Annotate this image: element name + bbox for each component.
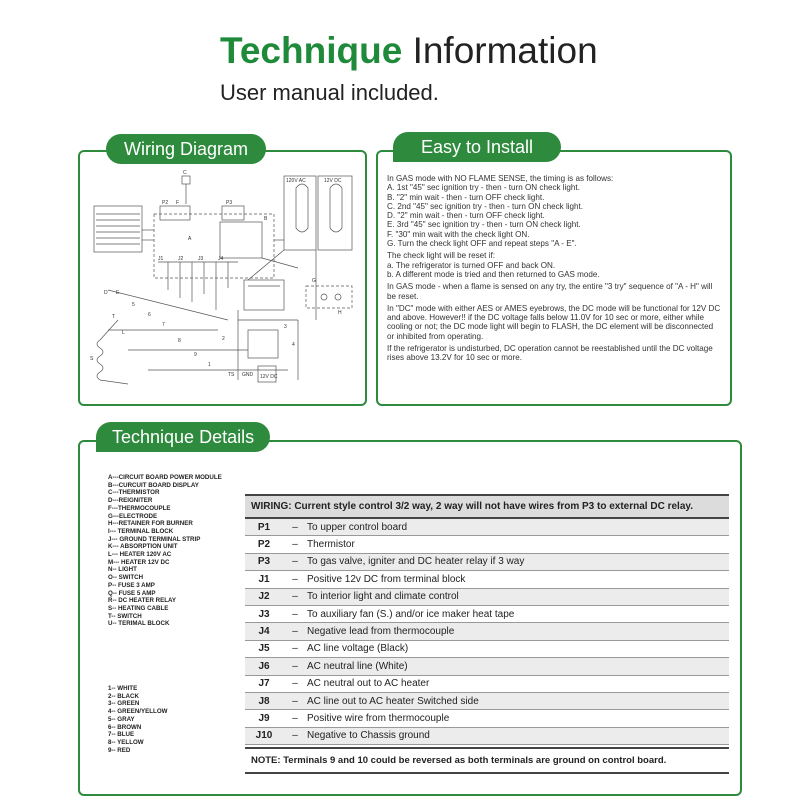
cell-desc: To gas valve, igniter and DC heater relay if 3 way	[307, 556, 525, 568]
wiring-label: 120V AC	[286, 178, 306, 184]
wiring-label: GND	[242, 372, 254, 378]
wiring-label: G	[312, 278, 316, 284]
table-row	[245, 676, 729, 693]
legend-item: L--- HEATER 120V AC	[108, 551, 172, 559]
legend-item: S-- HEATING CABLE	[108, 604, 169, 612]
wiring-table	[245, 494, 729, 774]
timing-line: C. 2nd "45" sec ignition try - then - turn ON check light.	[387, 201, 584, 211]
cell-desc: To upper control board	[307, 521, 408, 533]
cell-desc: To interior light and climate control	[307, 591, 459, 603]
install-instructions	[387, 174, 721, 366]
wiring-label: 5	[132, 302, 135, 308]
cell-code: J1	[258, 573, 270, 585]
wiring-label: B	[264, 216, 268, 222]
wiring-label: 6	[148, 312, 151, 318]
title-rest: Information	[412, 30, 598, 71]
cell-code: J10	[255, 730, 273, 742]
wiring-label: L	[122, 330, 125, 336]
cell-desc: AC line out to AC heater Switched side	[307, 695, 479, 707]
table-row	[245, 536, 729, 553]
cell-dash: –	[292, 695, 298, 707]
wiring-label: 12V DC	[260, 374, 278, 380]
legend-item: D---REIGNITER	[108, 497, 153, 505]
legend-item: 9-- RED	[108, 746, 131, 754]
legend-item: 5-- GRAY	[108, 715, 135, 723]
wiring-label: C	[183, 170, 187, 176]
wiring-table-body	[245, 519, 729, 745]
table-row	[245, 693, 729, 710]
table-row	[245, 571, 729, 588]
gas-mode-text: In GAS mode - when a flame is sensed on any try, the entire "3 try" sequence of "A - H" will be reset.	[387, 282, 713, 301]
timing-line: D. "2" min wait - then - turn OFF check light.	[387, 211, 545, 221]
cell-desc: AC line voltage (Black)	[307, 643, 409, 655]
wiring-label: J1	[158, 256, 164, 262]
legend-item: 4-- GREEN/YELLOW	[108, 708, 168, 716]
cell-dash: –	[292, 521, 298, 533]
legend-item: 3-- GREEN	[108, 700, 140, 708]
wiring-label: E	[116, 290, 120, 296]
wiring-label: T	[112, 314, 116, 320]
cell-desc: Negative lead from thermocouple	[307, 626, 455, 638]
cell-desc: Thermistor	[307, 539, 355, 551]
legend-item: 2-- BLACK	[108, 692, 139, 700]
legend-item: I--- TERMINAL BLOCK	[108, 527, 174, 535]
wiring-label: 1	[208, 362, 211, 368]
timing-line: B. "2" min wait - then - turn OFF check light.	[387, 192, 545, 202]
table-row	[245, 606, 729, 623]
dc-mode-text: In "DC" mode with either AES or AMES eyebrows, the DC mode will be functional for 12V DC and above. However!! if the DC voltage falls below 11.0V for 10 sec or more, either while cooling or not; the DC mode light will begin to FLASH, the DC element will be disconnected or inhibited from operating.	[387, 303, 721, 341]
title-highlight: Technique	[220, 30, 403, 71]
wiring-diagram-panel	[78, 150, 367, 406]
wiring-label: 7	[162, 322, 165, 328]
legend-item: J--- GROUND TERMINAL STRIP	[108, 535, 201, 543]
wiring-diagram-image	[88, 170, 358, 398]
wiring-label: 12V DC	[324, 178, 342, 184]
legend-item: M--- HEATER 12V DC	[108, 558, 170, 566]
cell-dash: –	[292, 730, 298, 742]
cell-code: J7	[258, 678, 270, 690]
legend-item: K--- ABSORPTION UNIT	[108, 543, 178, 551]
cell-code: J3	[258, 608, 270, 620]
page-title	[220, 28, 598, 74]
cell-desc: Negative to Chassis ground	[307, 730, 430, 742]
wiring-label: D	[104, 290, 108, 296]
table-row	[245, 658, 729, 675]
legend-item: Q-- FUSE 5 AMP	[108, 589, 156, 597]
cell-dash: –	[292, 608, 298, 620]
wiring-label: P2	[162, 200, 169, 206]
color-legend	[108, 685, 167, 754]
cell-dash: –	[292, 591, 298, 603]
legend-item: O-- SWITCH	[108, 574, 144, 582]
timing-line: F. "30" min wait with the check light ON.	[387, 229, 530, 239]
cell-code: J9	[258, 712, 270, 724]
cell-code: J5	[258, 643, 270, 655]
timing-line: In GAS mode with NO FLAME SENSE, the timing is as follows:	[387, 174, 614, 183]
legend-item: F---THERMOCOUPLE	[108, 504, 171, 512]
legend-item: B---CURCUIT BOARD DISPLAY	[108, 481, 199, 489]
table-row	[245, 589, 729, 606]
wiring-label: S	[90, 356, 94, 362]
legend-item: 1-- WHITE	[108, 685, 138, 692]
reset-line: b. A different mode is tried and then returned to GAS mode.	[387, 269, 600, 279]
timing-line: G. Turn the check light OFF and repeat steps "A - E".	[387, 239, 577, 249]
legend-item: C---THERMISTOR	[108, 489, 160, 497]
wiring-label: H	[338, 310, 342, 316]
wiring-table-header: WIRING: Current style control 3/2 way, 2 way will not have wires from P3 to external DC relay.	[245, 494, 729, 519]
cell-dash: –	[292, 556, 298, 568]
cell-code: J6	[258, 660, 270, 672]
details-heading: Technique Details	[96, 422, 270, 452]
legend-item: U-- TERIMAL BLOCK	[108, 620, 170, 628]
cell-dash: –	[292, 678, 298, 690]
cell-dash: –	[292, 643, 298, 655]
cell-code: J4	[258, 626, 270, 638]
wiring-label: 9	[194, 352, 197, 358]
cell-code: P3	[257, 556, 271, 568]
install-panel	[376, 150, 732, 406]
cell-code: P1	[257, 521, 271, 533]
install-heading: Easy to Install	[393, 132, 561, 162]
cell-code: J2	[258, 591, 270, 603]
wiring-label: A	[188, 236, 192, 242]
reset-line: a. The refrigerator is turned OFF and back ON.	[387, 260, 556, 270]
timing-line: E. 3rd "45" sec ignition try - then - turn ON check light.	[387, 220, 581, 230]
table-row	[245, 554, 729, 571]
legend-item: 7-- BLUE	[108, 731, 135, 739]
cell-dash: –	[292, 539, 298, 551]
legend-item: T-- SWITCH	[108, 612, 142, 620]
table-row	[245, 641, 729, 658]
legend-item: G---ELECTRODE	[108, 512, 158, 520]
cell-code: P2	[257, 539, 271, 551]
wiring-label: J2	[178, 256, 184, 262]
legend-item: P-- FUSE 3 AMP	[108, 581, 155, 589]
table-row	[245, 623, 729, 640]
table-row	[245, 710, 729, 727]
cell-code: J8	[258, 695, 270, 707]
undisturbed-text: If the refrigerator is undisturbed, DC operation cannot be reestablished until the DC voltage rises above 13.2V for 10 sec or more.	[387, 344, 713, 363]
cell-dash: –	[292, 626, 298, 638]
reset-line: The check light will be reset if:	[387, 251, 495, 261]
wiring-table-note: NOTE: Terminals 9 and 10 could be reversed as both terminals are ground on control board.	[245, 747, 729, 774]
cell-dash: –	[292, 712, 298, 724]
page-subtitle: User manual included.	[220, 80, 439, 105]
legend-item: N-- LIGHT	[108, 566, 137, 574]
cell-desc: Positive wire from thermocouple	[307, 712, 450, 724]
wiring-label: 8	[178, 338, 181, 344]
wiring-label: J4	[218, 256, 224, 262]
wiring-label: F	[176, 200, 180, 206]
timing-line: A. 1st "45" sec ignition try - then - turn ON check light.	[387, 183, 580, 193]
wiring-label: 3	[284, 324, 287, 330]
wiring-label: P3	[226, 200, 233, 206]
cell-desc: AC neutral out to AC heater	[307, 678, 430, 690]
legend-item: A---CIRCUIT BOARD POWER MODULE	[108, 474, 222, 481]
cell-desc: To auxiliary fan (S.) and/or ice maker heat tape	[307, 608, 515, 620]
legend-item: H---RETAINER FOR BURNER	[108, 520, 193, 528]
table-row	[245, 519, 729, 536]
table-row	[245, 728, 729, 745]
legend-item: 8-- YELLOW	[108, 738, 144, 746]
cell-desc: Positive 12v DC from terminal block	[307, 573, 466, 585]
legend-item: R-- DC HEATER RELAY	[108, 597, 177, 605]
cell-dash: –	[292, 573, 298, 585]
cell-dash: –	[292, 660, 298, 672]
parts-legend	[108, 474, 222, 628]
wiring-label: 2	[222, 336, 225, 342]
legend-item: 6-- BROWN	[108, 723, 142, 731]
wiring-diagram-heading: Wiring Diagram	[106, 134, 266, 164]
wiring-label: 4	[292, 342, 295, 348]
wiring-label: TS	[228, 372, 235, 378]
wiring-label: J3	[198, 256, 204, 262]
details-panel	[78, 440, 742, 796]
cell-desc: AC neutral line (White)	[307, 660, 408, 672]
